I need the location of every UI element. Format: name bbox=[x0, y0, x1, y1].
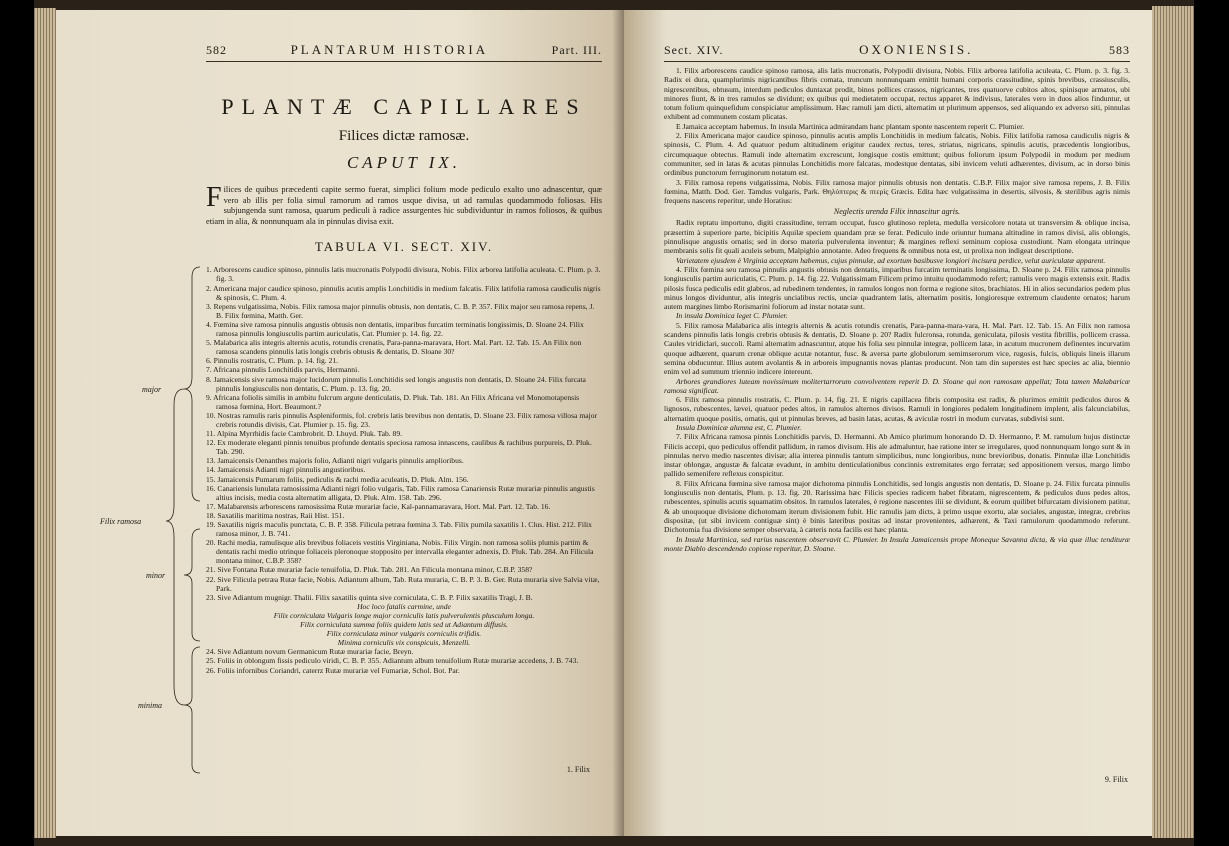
species-entry: 2. Americana major caudice spinoso, pinnulis acutis amplis Lonchitidis in medium falcatis. Filix latifolia ramosa caudiculis nigris & spinosis, C. Plum. 4. bbox=[206, 283, 601, 302]
species-entry: 4. Fœmina sive ramosa pinnulis angustis obtusis non dentatis, imparibus furcatim terminatis longissimis, D. Sloane 24. Filix ramosa pinnulis longiusculis partim auriculatis, Cat. Plumier p. 14. fig. 22. bbox=[206, 319, 584, 339]
left-part-label: Part. III. bbox=[551, 43, 602, 57]
species-list bbox=[206, 265, 602, 674]
left-page-number: 582 bbox=[206, 43, 227, 57]
species-entry: 8. Jamaicensis sive ramosa major lucidorum pinnulis Lonchitidis sed longis angustis non dentatis, D. Sloane 24. Filix furcata pinnulis longiusculis non dentatis, C. Plum. p. 13. fig. 20. bbox=[206, 374, 586, 393]
right-page-edges bbox=[1152, 6, 1194, 838]
right-section-label: Sect. XIV. bbox=[664, 43, 724, 57]
bracket-minor bbox=[184, 529, 200, 641]
species-entry: 21. Sive Fontana Rutæ murariæ facie tenuifolia, D. Pluk. Tab. 281. An Filicula montana minor, C.B.P. 358? bbox=[206, 565, 533, 575]
right-paragraph: E Jamaica acceptam habemus. In insula Martinica admirandam hanc plantam sponte nascentem reperit C. Plumier. bbox=[676, 121, 1025, 131]
species-entry: 1. Arborescens caudice spinoso, pinnulis latis mucronatis Polypodii divisura, Nobis. Filix arborea latifolia aculeata. C. Plum. p. 3. fig. 3. bbox=[206, 265, 601, 284]
species-entry: 7. Africana pinnulis Lonchitidis parvis, Hermanni. bbox=[206, 365, 360, 375]
species-entry: 15. Jamaicensis Pumarum foliis, pediculis & rachi media aculeatis, D. Pluk. Alm. 156. bbox=[206, 474, 469, 484]
left-page-edges bbox=[34, 8, 56, 838]
species-entry: Hoc loco fatalis carmine, unde bbox=[357, 601, 451, 611]
right-paragraph: Neglectis urenda Filix innascitur agris. bbox=[833, 207, 961, 217]
species-entry: 5. Malabarica alis integris alternis acutis, rotundis crenatis, Para-panna-maravara, Hort. Mal. Part. 12. Tab. 15. An Filix non ramosa scandens pinnulis latis longis crebris obtusis & dentatis, D. Sloane 30? bbox=[206, 338, 582, 357]
right-running-title: OXONIENSIS. bbox=[859, 42, 974, 57]
species-entry: 17. Malabarensis arborescens ramosissima Rutæ murariæ facie, Kal-pannamaravara, Hort. Mal. Part. 12. Tab. 16. bbox=[206, 501, 551, 511]
right-paragraph: Radix reptatu importuno, digiti crassitudine, terram occupat, fusco glutinoso repleta, medulla versicolore notata ut transversim & oblique incisa, præsertim à superiore parte, bicipitis Aquilæ speciem quandam præ se ferat. Pediculo inde oriuntur humana altitudine in ramos divisi, alis oblongis, pinnulisque angustis ornatis; sed in dorso materia pulverulenta inventur; & margines reflexi seminum copiosa custodiunt. Nam elongata utrinque membranis solis fit quali aculeis sebum, Malpighio annotante. Adeo frequens & omnibus nota est, ut prolixa non indigeat descriptione. bbox=[664, 218, 1130, 256]
label-filix-ramosa: Filix ramosa bbox=[100, 517, 142, 527]
label-minor: minor bbox=[146, 571, 166, 581]
species-entry: Minima corniculis vix conspicuis, Menzelli. bbox=[337, 638, 471, 648]
subheading: Filices dictæ ramosæ. bbox=[338, 128, 470, 144]
species-entry: 19. Saxatilis nigris maculis punctata, C. B. P. 358. Filicula petræa fœmina 3. Tab. Filix pumila saxatilis 1. Clus. Hist. 212. Filix ramosa minor, J. B. 741. bbox=[206, 520, 592, 539]
bracket-minima bbox=[184, 647, 200, 773]
chapter-heading: CAPUT IX. bbox=[346, 153, 462, 172]
left-running-title: PLANTARUM HISTORIA bbox=[290, 42, 489, 57]
right-paragraph: Arbores grandiores luteam novissimum molitertarrorum convolventem reperit D. D. Sloane qui non ramosam appellat; Tota tamen Malabaricæ ramosa significat. bbox=[664, 376, 1130, 395]
intro-paragraph bbox=[206, 182, 602, 227]
label-major: major bbox=[142, 385, 162, 395]
right-paragraph: 7. Filix Africana ramosa pinnis Lonchitidis parvis, D. Hermanni. Ab Amico plurimum honorando D. D. Hermanno, P. M. ramulum hujus distinctæ Filicis accepi, quo pediculus offendit pallidum, in ramos divisum. His ale admaluntur, hae ratione inter se irregulares, quod nonnunquam longo sunt & in pinnulas nervo medio nascentes divisæ; alia interea pinnulis tantum simplicibus, nunc longioribus, nunc brevioribus, donatis. Pinnulæ illæ Lonchitidis instar oblongæ, angustæ & falcatæ evadunt, in ambitu denticulationibus concinnis extremitates ergo ferratæ; sed appositionem versus, margo limbo pallido semenifere reflexus conspicitur. bbox=[664, 432, 1130, 479]
right-body-text bbox=[664, 66, 1130, 553]
species-entry: 24. Sive Adiantum novum Germanicum Rutæ murariæ facie, Breyn. bbox=[206, 647, 414, 657]
right-paragraph: In insula Dominica leget C. Plumier. bbox=[676, 311, 788, 321]
species-entry: 23. Sive Adiantum mugnigr. Thalii. Filix saxatilis quinta sive corniculata, C. B. P. Filix saxatilis Tragi, J. B. bbox=[206, 592, 533, 602]
tabula-heading: TABULA VI. SECT. XIV. bbox=[314, 239, 494, 255]
species-list-block bbox=[100, 265, 602, 711]
species-entry: 25. Foliis in oblongum fissis pediculo viridi, C. B. P. 355. Adiantum album tenuifolium Rutæ murariæ accedens, J. B. 743. bbox=[206, 656, 579, 666]
right-page-number: 583 bbox=[1108, 43, 1130, 57]
right-paragraph: 3. Filix ramosa repens vulgatissima, Nobis. Filix ramosa major pinnulis obtusis non dentatis. C.B.P. Filix major sive ramosa repens, J. B. Filix fœmina, Matth. Dod. Ger. Tamdus vulgaris, Park. Θηλύπτερις & πτερὶς Græcis. Edita hæc vulgatissima in desertis, silvosis, & sterilibus agris nimis frequens nascens reperitur, unde Horatius: bbox=[664, 177, 1130, 206]
species-entry: Filix corniculata summa foliis quidem latis sed ut Adiantum diffusis. bbox=[300, 620, 508, 630]
species-entry: 26. Foliis infornibus Coriandri, caterrz Rutæ murariæ vel Fumariæ, Schol. Bot. Par. bbox=[206, 665, 460, 675]
right-paragraph: 5. Filix ramosa Malabarica alis integris alternis & acutis rotundis crenatis, Para-panna-mara-vara, H. Mal. Part. 12. Tab. 15. An Filix non ramosa scandens pinnulis latis longis crebris obtusis & dentatis, D. Sloane p. 20? Radix fulcronsa, rotunda, geniculata, pilosis vestita fibrillis, pollicem crassa. Caules viridiclari, succoli. Rami alternatim adnascuntur, atque his folia seu pinnulæ integræ, pollicem latæ, in acutum mucronem definentes incurvatim quoque adhærent, quarum crenæ oblique acutæ notantur, fusc. & aversa parte globulorum semimserorum vice, rugosis, fulcis, obliquis lineis illarum semina obducuntur. Illius autem avolantis & in arboreis impugnantis novas plantas producunt. Non tam din superstes est hæc species ac alia, biennio enim vel ad summum triennio indicere intereunt. bbox=[664, 320, 1130, 377]
species-entry: 10. Nostras ramulis raris pinnulis Aspleniformis, fol. crebris latis brevibus non dentatis, D. Sloane 23. Filix ramosa villosa major crebris rotundis divisis, Cat. Plumier p. 15. fig. 23. bbox=[206, 410, 598, 429]
species-entry: 14. Jamaicensis Adianti nigri pinnulis angustioribus. bbox=[206, 465, 366, 475]
right-catchword: 9. Filix bbox=[1104, 775, 1128, 784]
drop-cap: F bbox=[206, 182, 222, 213]
species-entry: 22. Sive Filicula petræa Rutæ facie, Nobis. Adiantum album, Tab. Ruta muraria, C. B. P. 3. B. Ger. Ruta muraria sive Salvia vitæ, Park. bbox=[206, 574, 600, 593]
species-entry: 20. Rachi media, ramulisque alis brevibus foliaceis vestitis Virginiana, Nobis. Filix Virgin. non ramosa soliis plumis partim & dentatis rachi medio utrinque foliaceis pleronoque stopposito per intervalla eleganter adnexis, D. Pluk. Tab. 284. An Filicula montana minor, C.B.P. 358? bbox=[206, 538, 594, 566]
right-paragraph: Varietatem ejusdem è Virginia acceptam habemus, cujus pinnulæ, ad exortum basibusve longiori incisura perdice, velut auriculatæ apparent. bbox=[676, 255, 1106, 265]
bracket-major bbox=[184, 267, 200, 501]
right-running-head bbox=[664, 42, 1130, 62]
left-running-head bbox=[206, 42, 602, 62]
right-page bbox=[624, 10, 1152, 836]
species-entry: 11. Alpina Myrrhidis facie Cambrobrit. D. Lhuyd. Pluk. Tab. 89. bbox=[206, 429, 403, 439]
right-paragraph: 8. Filix Africana fœmina sive ramosa major dichotoma pinnulis Lonchitidis, sed longis angustis non dentatis, D. Sloane p. 24. Filix furcata pinnulis longiusculis non dentatis, Plum. p. 13. fig. 20. Rarissima hæc Filicis species radicem habet fibratam, nigrescentem, & pediculos duos pedes altos, rubescentes, spinulis acutis squamatim obsitos. In ramulos laterales, è regione nascentes ilii se dividunt, & eorum quilibet bifurcatam divisionem patitur, & ab unoquoque divisione dichotomam iterum divisionem fubit. Hic ramulis jam dicts, à primo usque exortu, alæ sociales, angustæ, integræ, crebrius dispositæ, (ut sibi invicem contiguæ sint) è binis lateribus positas ad instar provenientes, adhærent, & Taxi ramulorum quodammodo referunt. Dichotomia fua divisione semper observata, à cæteris nota facilis est hæc planta. bbox=[664, 478, 1130, 535]
species-entry: Filix corniculata minor vulgaris corniculis trifidis. bbox=[326, 629, 482, 639]
left-page bbox=[56, 10, 624, 836]
right-paragraph: 4. Filix fœmina seu ramosa pinnulis angustis obtusis non dentatis, imparibus furcatim terminatis longissima, D. Sloane p. 24. Filix ramosa pinnulis longiusculis partim auriculatis, C. Plum. p. 14. fig. 22. Vulgatissimam Filicem primo intuitu quodammodo refert; ramulis vero magis extensis exit. Radix pilosis fusca pediculis edit glabros, ad rubedinem tendentes, in ramulos longos non forma e regione sitos, brachiatos. Hi in alios secundarios pedem plus minus longos dividuntur, alis integris uncialibus rectis, unciæ quadrantem latis, alternatim positis, longioresque extremum claudente ornatos; harum autem margines limbo Rorismarini foliorum ad instar notatæ sunt. bbox=[664, 264, 1130, 312]
species-entry: 18. Saxatilis maritima nostras, Raii Hist. 151. bbox=[206, 510, 345, 520]
label-minima: minima bbox=[138, 701, 162, 711]
right-paragraph: 2. Filix Americana major caudice spinoso, pinnulis acutis amplis Lonchitidis in medium falcatis, Nobis. Filix latifolia ramosa caudiculis nigris & spinosis, C. Plum. 4. Ad quatuor pedum altitudinem erigitur caudex rectus, teres, striatus, nigricans, spinulis acutis, præcedentis longioribus, circumquaque obtectus. Ramuli inde alternatim excrescunt, longisque costis emittunt; quibus foliorum ipsum Polypodii in modum per medium communiter, sed in latas & acutas pinnulas Lonchitidis more falcatas, modestque dentatas, sibi invicem veluti adhærentes, divisum, ac in dorso binis ordinibus punctorum ferruginorum notatum est. bbox=[664, 131, 1130, 178]
species-entry: 13. Jamaicensis Oenanthes majoris folio, Adianti nigri vulgaris pinnulis amplioribus. bbox=[206, 456, 464, 466]
right-paragraph: 6. Filix ramosa pinnulis rostratis, C. Plum. p. 14, fig. 21. E nigris capillacea fibris composita est radix, & plurimos emittit pediculos duros & lignosos, rubescentes, lævei, quatuor pedes altos, in ramulos alternos divisos. Ramuli in longiores pedalem longitudinem implent, alis falcunciabilus, alternatim quoque positis, ornatis, qui ut pinnulas breves, ad basin latas, acutas, & aviculæ rostri in modum curvatas, subdivisi sunt. bbox=[664, 395, 1130, 423]
right-paragraph: In Insula Martinica, sed rarius nascentem observavit C. Plumier. In Insula Jamaicensis prope Moneque Savanna dicta, & via quæ illuc tendituræ monte Diablo descendendo copiose reperitur, D. Sloane. bbox=[664, 534, 1130, 553]
species-entry: 16. Canariensis lunulata ramosissima Adianti nigri folio vulgaris, Tab. Filix ramosa Canariensis Rutæ murariæ pinnulis angustis altius incisis, media costa alternatim alligata, D. Pluk. Alm. 158. Tab. 296. bbox=[206, 483, 595, 502]
intro-text: ilices de quibus præcedenti capite sermo fuerat, simplici folium mode pediculo exalto uno adnascentur, quæ vero ab illis per folia simul ramorum ad ramos usque divisa, ut ad ramulas quodammodo foliosas. His subjungenda sunt ramosa, quarum pediculi à radice assurgentes hic subdividuntur in ramos foliosos, & quibus etiam in alia, & nonnunquam ala in pinnulas divisa exit. bbox=[206, 185, 602, 226]
left-catchword: 1. Filix bbox=[566, 765, 590, 774]
classification-brackets bbox=[100, 265, 204, 785]
species-entry: 9. Africana foliolis similis in ambitu fulcrum argute denticulatis, D. Pluk. Tab. 181. An Filix Africana vel Monomotapensis ramosa fœmina, Hort. Beaumont.? bbox=[206, 392, 580, 411]
species-entry: 6. Pinnulis rostratis, C. Plum. p. 14. fig. 21. bbox=[206, 356, 339, 366]
main-heading: PLANTÆ CAPILLARES bbox=[221, 94, 587, 119]
right-paragraph: 1. Filix arborescens caudice spinoso ramosa, alis latis mucronatis, Polypodii divisura, Nobis. Filix arborea latifolia aculeata, C. Plum. p. 3. fig. 3. Radix ei dura, quamplurimis nigricantibus fibris comata, truncum nonnunquam emittit humani corporis crassitudine, spinis brevibus, crassiusculis, nigrescentibus, obtusum, interdum pediculos duntaxat prodit, binos pollices crassos, nigricantes, tres quatuorve cubitos altos, spinisque armatos, ubi minores fiunt, & in tres ramulos se dividunt; ex quibus qui medietatem occupat, rectus apparet & indivisus, laterales vero in duos alios finduntur, ut totum folium quinquefidum conspiciatur amplissimum. Hæc ramuli jam dicti, alternatim ut plurimum appensos, sed aliquando ex adverso siti, pinnulas exhibent ad communem costam plicatas. bbox=[664, 66, 1130, 122]
species-entry: Filix corniculata Vulgaris longe major corniculis latis pulverulentis plusculum longa. bbox=[273, 610, 535, 620]
bracket-filix-ramosa bbox=[166, 389, 184, 705]
species-entry: 12. Ex moderate eleganti pinnis tenuibus profunde dentatis speciosa ramosa innascens, caulibus & rachibus purpureis, D. Pluk. Tab. 290. bbox=[206, 438, 592, 457]
species-entry: 3. Repens vulgatissima, Nobis. Filix ramosa major pinnulis obtusis, non dentatis, C. B. P. 357. Filix major seu ramosa repens, J. B. Filix fœmina, Matth. Ger. bbox=[206, 301, 595, 320]
right-paragraph: Insula Dominicæ alumna est, C. Plumier. bbox=[676, 422, 802, 432]
